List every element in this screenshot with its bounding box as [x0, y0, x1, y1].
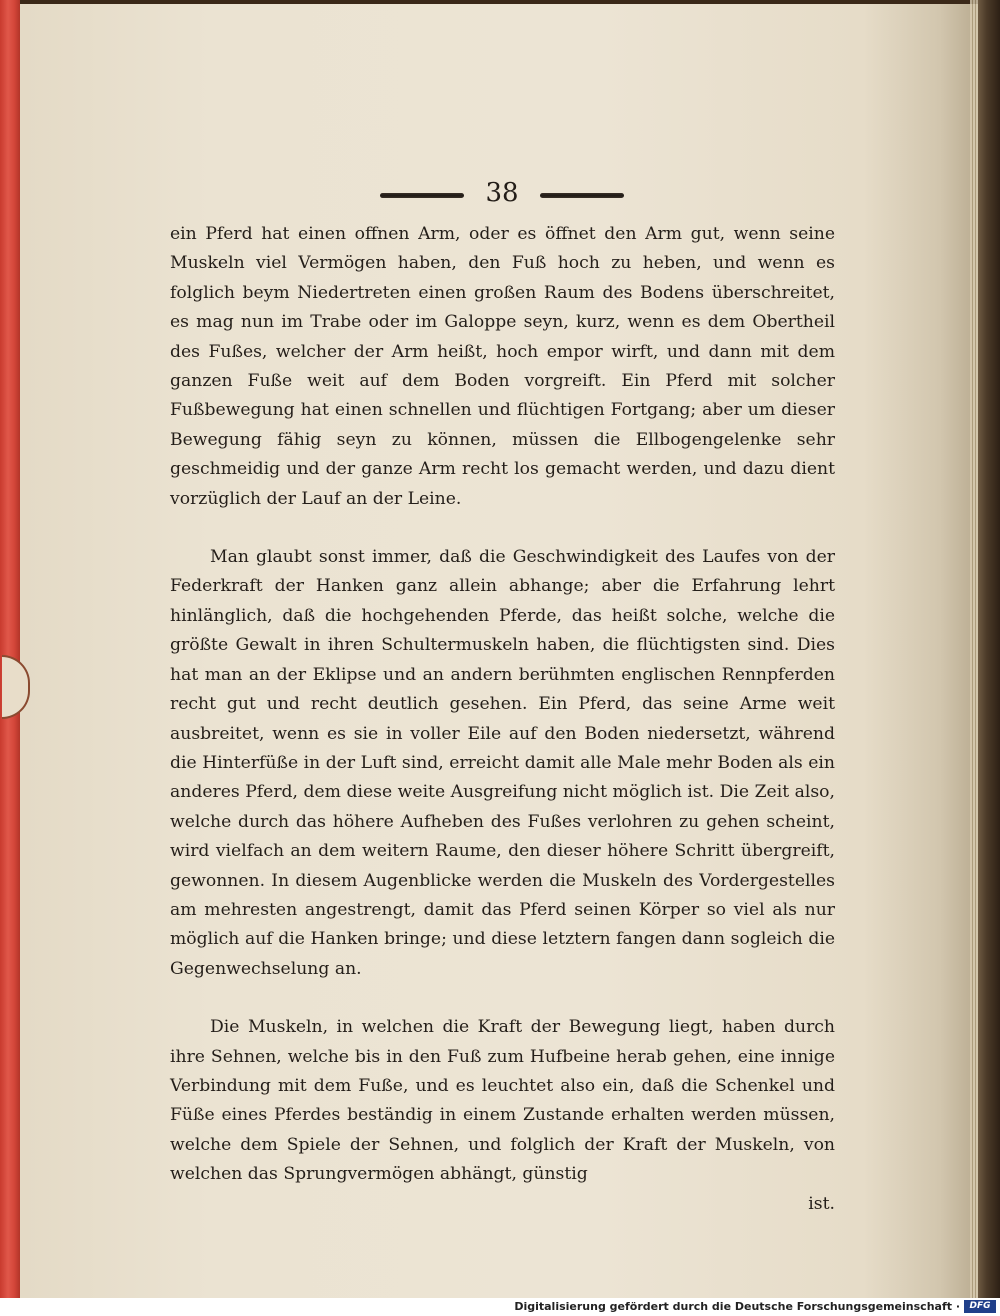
header-rule-right [540, 193, 624, 198]
paragraph-2: Man glaubt sonst immer, daß die Geschwindigkeit des Laufes von der Federkraft der Hanken ganz allein abhange; aber die Erfahrung lehrt hinlänglich, daß die hochgehenden Pferde, das heißt solche, welche die größte Gewalt in ihren Schultermuskeln haben, die flüchtigsten sind. Dies hat man an der Eklipse und an andern berühmten englischen Rennpferden recht gut und recht deutlich gesehen. Ein Pferd, das seine Arme weit ausbreitet, wenn es sie in voller Eile auf den Boden niedersetzt, während die Hinterfüße in der Luft sind, erreicht damit alle Male mehr Boden als ein anderes Pferd, dem diese weite Ausgreifung nicht möglich ist. Die Zeit also, welche durch das höhere Aufheben des Fußes verlohren zu gehen scheint, wird vielfach an dem weitern Raume, den dieser höhere Schritt übergreift, gewonnen. In diesem Augenblicke werden die Muskeln des Vordergestelles am mehresten angestrengt, damit das Pferd seinen Körper so viel als nur möglich auf die Hanken bringe; und diese letztern fangen dann sogleich die Gegenwechselung an. [170, 547, 835, 979]
paragraph-1: ein Pferd hat einen offnen Arm, oder es öffnet den Arm gut, wenn seine Muskeln viel Vermögen haben, den Fuß hoch zu heben, und wenn es folglich beym Niedertreten einen großen Raum des Bodens überschreitet, es mag nun im Trabe oder im Galoppe seyn, kurz, wenn es dem Obertheil des Fußes, welcher der Arm heißt, hoch empor wirft, und dann mit dem ganzen Fuße weit auf dem Boden vorgreift. Ein Pferd mit solcher Fußbewegung hat einen schnellen und flüchtigen Fortgang; aber um dieser Bewegung fähig seyn zu können, müssen die Ellbogengelenke sehr geschmeidig und der ganze Arm recht los gemacht werden, und dazu dient vorzüglich der Lauf an der Leine. [170, 224, 835, 509]
header-rule-left [380, 193, 464, 198]
book-gutter-shadow [978, 0, 1000, 1300]
body-text [170, 220, 835, 1219]
digitization-credit: Digitalisierung gefördert durch die Deutsche Forschungsgemeinschaft · [514, 1300, 960, 1313]
page-number: 38 [485, 178, 519, 208]
paragraph-3: Die Muskeln, in welchen die Kraft der Bewegung liegt, haben durch ihre Sehnen, welche bis in den Fuß zum Hufbeine herab gehen, eine innige Verbindung mit dem Fuße, und es leuchtet also ein, daß die Schenkel und Füße eines Pferdes beständig in einem Zustande erhalten werden müssen, welche dem Spiele der Sehnen, und folglich der Kraft der Muskeln, von welchen das Sprungvermögen abhängt, günstig [170, 1017, 835, 1185]
closing-word: ist. [808, 1193, 835, 1214]
page-header [380, 178, 620, 212]
dfg-logo: DFG [964, 1300, 996, 1313]
